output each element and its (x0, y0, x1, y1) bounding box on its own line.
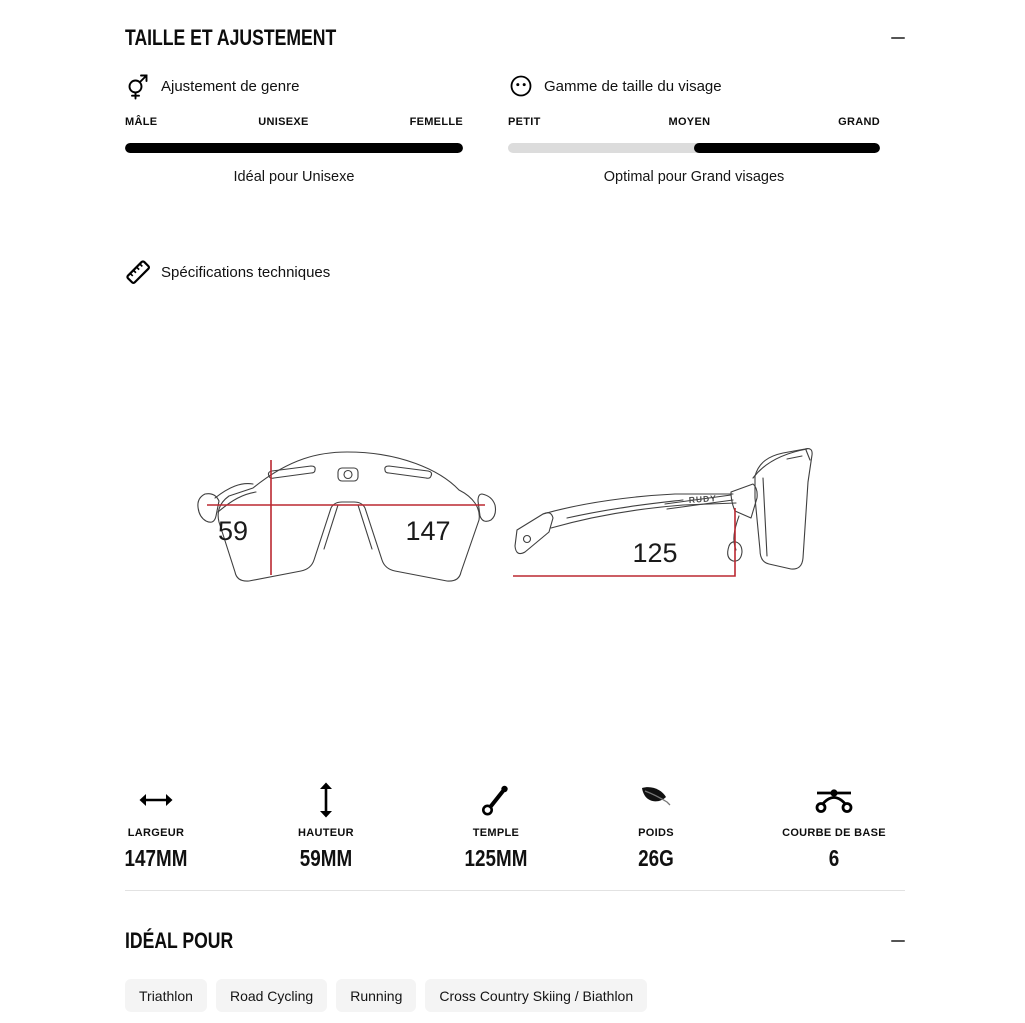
face-gauge-label: Gamme de taille du visage (544, 77, 722, 95)
face-gauge-track (508, 143, 880, 153)
front-height-dimension: 59 (217, 516, 249, 546)
scale-label-petit: PETIT (508, 116, 541, 128)
metric-hauteur-value: 59MM (299, 845, 353, 871)
face-gauge-caption: Optimal pour Grand visages (603, 169, 785, 185)
tech-specs-label: Spécifications techniques (161, 263, 331, 281)
metric-courbe-de-base (769, 783, 899, 872)
metric-poids-label: POIDS (638, 827, 674, 839)
product-size-fit-panel (125, 0, 905, 1012)
metric-hauteur (261, 783, 391, 872)
gender-gauge-header (125, 72, 463, 100)
tag-cross-country-skiing-biathlon[interactable]: Cross Country Skiing / Biathlon (425, 979, 647, 1012)
tag-triathlon[interactable]: Triathlon (125, 979, 207, 1012)
feather-icon (639, 785, 673, 815)
gender-gauge-caption: Idéal pour Unisexe (233, 169, 355, 185)
gender-gauge-fill (125, 143, 463, 153)
face-gauge-header (508, 72, 880, 100)
face-gauge-fill (694, 143, 880, 153)
metric-largeur-value: 147MM (124, 845, 188, 871)
front-width-dimension: 147 (405, 516, 451, 546)
metric-largeur (91, 783, 221, 872)
brand-text: RUDY (688, 493, 718, 505)
metric-hauteur-label: HAUTEUR (298, 827, 354, 839)
scale-label-grand: GRAND (838, 116, 880, 128)
metric-largeur-label: LARGEUR (127, 827, 185, 839)
spec-metrics-row (0, 783, 1025, 871)
ideal-pour-title: IDÉAL POUR (125, 928, 234, 953)
metric-temple-value: 125MM (464, 845, 528, 871)
ideal-pour-collapse-button[interactable] (889, 933, 905, 949)
tag-running[interactable]: Running (336, 979, 416, 1012)
metric-poids (591, 783, 721, 872)
temple-icon (481, 784, 511, 816)
glasses-side-view-drawing (505, 438, 825, 600)
ideal-pour-tags (125, 979, 905, 1012)
scale-label-unisexe: UNISEXE (258, 116, 309, 128)
ideal-pour-header (125, 929, 905, 953)
height-arrow-icon (316, 781, 336, 819)
gender-scale (125, 116, 463, 130)
glasses-front-view-drawing (195, 442, 505, 600)
gender-gauge-label: Ajustement de genre (161, 77, 300, 95)
width-arrow-icon (138, 790, 174, 810)
metric-poids-value: 26G (638, 845, 674, 871)
size-fit-collapse-button[interactable] (889, 30, 905, 46)
gender-fit-gauge (125, 72, 463, 185)
glasses-dimension-diagram (125, 438, 905, 600)
section-divider (125, 890, 905, 891)
size-fit-header (125, 26, 905, 50)
minus-icon (891, 940, 905, 942)
fit-gauges (125, 72, 905, 185)
tag-road-cycling[interactable]: Road Cycling (216, 979, 327, 1012)
metric-temple (431, 783, 561, 872)
gender-icon (125, 72, 151, 100)
base-curve-icon (813, 785, 855, 815)
minus-icon (891, 37, 905, 39)
face-scale (508, 116, 880, 130)
scale-label-male: MÂLE (125, 116, 158, 128)
tech-specs-header (125, 259, 905, 285)
metric-courbe-value: 6 (828, 845, 840, 871)
face-icon (508, 72, 534, 100)
size-fit-title: TAILLE ET AJUSTEMENT (125, 25, 337, 50)
temple-length-dimension: 125 (632, 538, 678, 568)
ruler-icon (125, 258, 151, 286)
metric-temple-label: TEMPLE (472, 827, 520, 839)
metric-courbe-label: COURBE DE BASE (782, 827, 886, 839)
scale-label-moyen: MOYEN (668, 116, 711, 128)
face-size-gauge (508, 72, 880, 185)
gender-gauge-track (125, 143, 463, 153)
scale-label-femelle: FEMELLE (409, 116, 463, 128)
